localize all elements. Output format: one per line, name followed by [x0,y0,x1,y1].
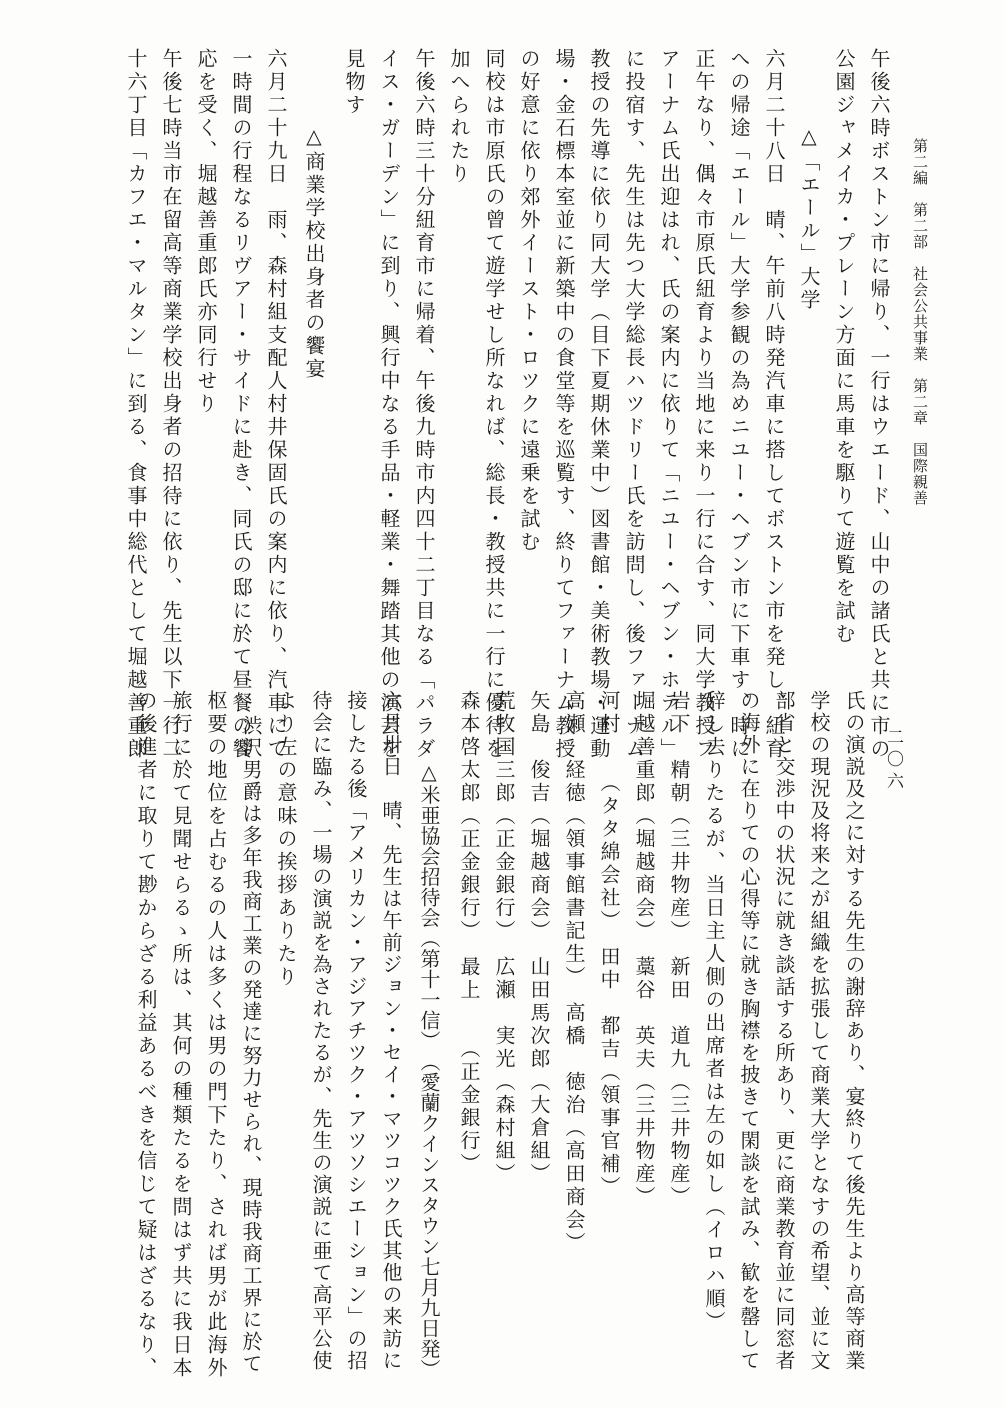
text-column: 場・金石標本室並に新築中の食堂等を巡覧す、終りてファーナム教授 [552,48,576,761]
member-list-row: 矢島 俊吉（堀越商会） 山田馬次郎（大倉組） [527,690,551,1186]
text-column: 十六丁目「カフエ・マルタン」に到る、食事中総代として堀越善重郎 [124,48,148,761]
text-column: への帰途「エール」大学参観の為めニユー・ヘブン市に下車す、時に [727,48,751,761]
text-column: の好意に依り郊外イースト・ロツクに遠乗を試む [517,48,541,554]
section-heading: △商業学校出身者の饗宴 [302,124,326,381]
quoted-text-column: 渋沢男爵は多年我商工業の発達に努力せられ、現時我商工界に於て [239,715,263,1375]
text-column: 教授の先導に依り同大学（目下夏期休業中）図書館・美術教場・運動 [587,48,611,761]
text-column: アーナム氏出迎はれ、氏の案内に依りて「ニユー・ヘブン・ホテル」 [657,48,681,761]
member-list-row: 森本啓太郎（正金銀行） 最上 （正金銀行） [457,690,481,1176]
running-head: 第二編 第二部 社会公共事業 第二章 国際親善 [911,138,929,506]
text-column: 学校の現況及将来之が組織を拡張して商業大学となすの希望、並に文 [807,690,831,1372]
text-column: 待会に臨み、一場の演説を為されたるが、先生の演説に亜て高平公使 [309,690,333,1372]
text-column: に投宿す、先生は先つ大学総長ハツドリー氏を訪問し、後ファーナム [622,48,646,761]
text-column: 午後六時ボストン市に帰り、一行はウエード、山中の諸氏と共に市の [867,48,891,761]
section-heading: △米亜協会招待会（第十一信） （愛蘭クインスタウン七月九日発） [417,760,441,1380]
member-list-row: 高瀬 経徳（領事館書記生） 高橋 徳治（高田商会） [562,690,586,1255]
text-column: 公園ジャメイカ・プレーン方面に馬車を駆りて遊覧を試む [832,48,856,646]
text-column: 六月卅日 晴、先生は午前ジョン・セイ・マツコツク氏其他の来訪に [379,690,403,1372]
text-column: 見物す [342,48,366,117]
page-number: 二〇六 [883,728,903,794]
section-heading: △「エール」大学 [797,124,821,312]
text-column: 午後六時三十分紐育市に帰着、午後九時市内四十二丁目なる「パラダ [412,48,436,761]
text-column: 氏の演説及之に対する先生の謝辞あり、宴終りて後先生より高等商業 [842,690,866,1372]
member-list-row: 荒牧国三郎（正金銀行） 広瀬 実光（森村組） [492,690,516,1186]
text-column: 部省と交渉中の状況に就き談話する所あり、更に商業教育並に同窓者 [772,690,796,1372]
text-column: より左の意味の挨拶ありたり [274,690,298,989]
quoted-text-column: の後進者に取りて尠からざる利益あるべきを信じて疑はざるなり、 [134,690,158,1380]
text-column: 同校は市原氏の曾て遊学せし所なれば、総長・教授共に一行に優待を [482,48,506,761]
member-list-row: 河村 （タタ綿会社） 田中 都吉（領事官補） [597,690,621,1199]
text-column: 午後七時当市在留高等商業学校出身者の招待に依り、先生以下一行二 [159,48,183,761]
text-column: 六月二十九日 雨、森村組支配人村井保固氏の案内に依り、汽車にて [264,48,288,761]
text-column: 接したる後「アメリカン・アジアチツク・アツソシエーション」の招 [344,690,368,1372]
text-column: 加へられたり [447,48,471,186]
text-column: の海外に在りての心得等に就き胸襟を披きて閑談を試み、歓を罄して [737,690,761,1372]
text-column: 応を受く、堀越善重郎氏亦同行せり [194,48,218,416]
text-column: イス・ガーデン」に到り、興行中なる手品・軽業・舞踏其他の演芸を [377,48,401,761]
quoted-text-column: 旅行に於て見聞せらるゝ所は、其何の種類たるを問はず共に我日本 [169,690,193,1380]
text-column: 六月二十八日 晴、午前八時発汽車に搭してボストン市を発し、紐育 [762,48,786,761]
text-column: 辞し去りたるが、当日主人側の出席者は左の如し（イロハ順） [702,690,726,1334]
quoted-text-column: 枢要の地位を占むるの人は多くは男の門下たり、されば男が此海外 [204,690,228,1380]
text-column: 一時間の行程なるリヴアー・サイドに赴き、同氏の邸に於て昼餐の饗 [229,48,253,761]
member-list-row: 岩下 精朝（三井物産） 新田 道九（三井物産） [667,690,691,1209]
text-column: 正午なり、偶々市原氏紐育より当地に来り一行に合す、同大学教授フ [692,48,716,761]
member-list-row: 堀越善重郎（堀越商会） 藁谷 英夫（三井物産） [632,690,656,1209]
